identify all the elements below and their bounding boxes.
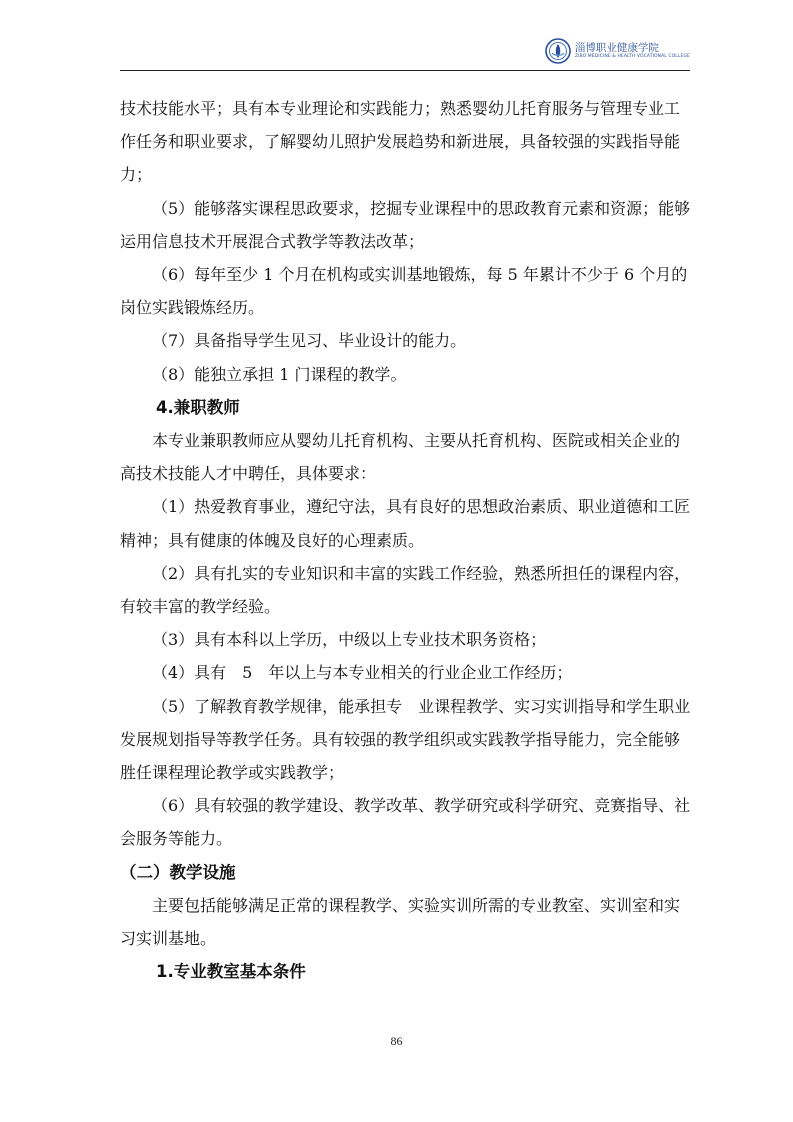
paragraph: （8）能独立承担 1 门课程的教学。 [152, 364, 407, 384]
paragraph: （5）了解教育教学规律，能承担专 业课程教学、实习实训指导和学生职业发展规划指导等教学任务。具有较强的教学组织或实践教学指导能力，完全能够胜任课程理论教学或实践教学； [120, 696, 691, 783]
page-content [120, 92, 692, 988]
paragraph: （5）能够落实课程思政要求，挖掘专业课程中的思政教育元素和资源；能够运用信息技术开展混合式教学等教法改革； [120, 198, 691, 251]
school-emblem-icon [545, 38, 571, 64]
paragraph: （6）每年至少 1 个月在机构或实训基地锻炼，每 5 年累计不少于 6 个月的岗位实践锻炼经历。 [120, 265, 688, 318]
paragraph: 主要包括能够满足正常的课程教学、实验实训所需的专业教室、实训室和实习实训基地。 [120, 895, 681, 949]
paragraph: （6）具有较强的教学建设、教学改革、教学研究或科学研究、竞赛指导、社会服务等能力。 [120, 796, 691, 849]
section-heading-facilities: （二）教学设施 [120, 862, 236, 882]
paragraph: （2）具有扎实的专业知识和丰富的实践工作经验，熟悉所担任的课程内容，有较丰富的教学经验。 [120, 563, 691, 617]
school-logo [545, 38, 690, 64]
school-name-en: ZIBO MEDICINE & HEALTH VOCATIONAL COLLEGE [574, 54, 690, 59]
paragraph: （3）具有本科以上学历，中级以上专业技术职务资格； [152, 630, 547, 650]
paragraph: （4）具有 5 年以上与本专业相关的行业企业工作经历； [152, 663, 573, 683]
section-heading-classroom: 1.专业教室基本条件 [156, 962, 306, 982]
section-heading-part-time: 4.兼职教师 [156, 397, 240, 417]
paragraph: 本专业兼职教师应从婴幼儿托育机构、主要从托育机构、医院或相关企业的高技术技能人才中聘任，具体要求： [120, 431, 681, 484]
paragraph: 技术技能水平；具有本专业理论和实践能力；熟悉婴幼儿托育服务与管理专业工作任务和职业要求，了解婴幼儿照护发展趋势和新进展，具备较强的实践指导能力； [120, 99, 681, 185]
page-header [120, 38, 690, 70]
header-rule [120, 70, 690, 71]
paragraph: （7）具备指导学生见习、毕业设计的能力。 [152, 331, 467, 351]
page-number: 86 [390, 1034, 403, 1048]
paragraph: （1）热爱教育事业，遵纪守法，具有良好的思想政治素质、职业道德和工匠精神；具有健康的体魄及良好的心理素质。 [120, 497, 691, 550]
school-name: 淄博职业健康学院 [574, 42, 659, 54]
